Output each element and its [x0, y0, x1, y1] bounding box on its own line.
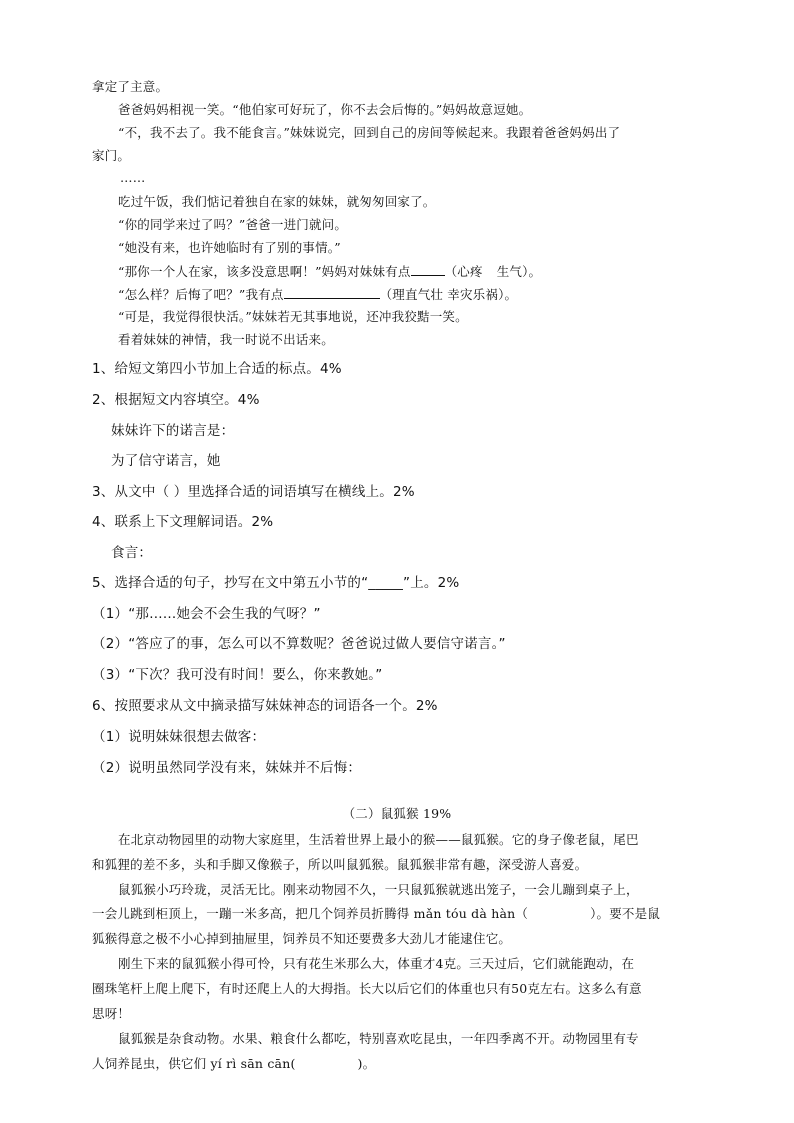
passage-line [92, 906, 660, 922]
question-4: 4、联系上下文理解词语。2% [92, 514, 274, 530]
choice-text: （心疼 [444, 264, 483, 279]
story-line: 家门。 [92, 148, 131, 163]
passage-text: 人饲养昆虫，供它们 yí rì sān cān( [92, 1056, 296, 1071]
question-5-option-2: （2）“答应了的事，怎么可以不算数呢？爸爸说过做人要信守诺言。” [92, 636, 506, 652]
question-2: 2、根据短文内容填空。4% [92, 392, 260, 408]
section-title: （二）鼠狐猴 19% [342, 806, 452, 821]
story-line: 爸爸妈妈相视一笑。“他伯家可好玩了，你不去会后悔的。”妈妈故意逗她。 [118, 102, 532, 117]
question-2-prompt-b: 为了信守诺言，她 [111, 453, 221, 469]
question-6: 6、按照要求从文中摘录描写妹妹神态的词语各一个。2% [92, 698, 438, 714]
question-3: 3、从文中（ ）里选择合适的词语填写在横线上。2% [92, 484, 415, 500]
question-6-prompt-2: （2）说明虽然同学没有来，妹妹并不后悔： [92, 760, 362, 776]
story-line: “可是，我觉得很快活。”妹妹若无其事地说，还冲我狡黠一笑。 [118, 309, 468, 324]
passage-line: 鼠狐猴是杂食动物。水果、粮食什么都吃，特别喜欢吃昆虫，一年四季离不开。动物园里有专 [118, 1031, 639, 1046]
question-5: 5、选择合适的句子，抄写在文中第五小节的“_____”上。2% [92, 575, 460, 591]
question-5-option-1: （1）“那……她会不会生我的气呀？” [92, 606, 321, 622]
choice-text: （理直气壮 幸灾乐祸）。 [379, 287, 518, 302]
story-ellipsis: …… [120, 170, 146, 185]
question-4-prompt: 食言： [111, 545, 153, 561]
answer-blank[interactable] [411, 263, 445, 276]
passage-text: )。 [357, 1056, 376, 1071]
passage-line: 圈珠笔杆上爬上爬下，有时还爬上人的大拇指。长大以后它们的体重也只有50克左右。这多么有意 [92, 981, 642, 996]
story-text: “那你一个人在家，该多没意思啊！”妈妈对妹妹有点 [118, 264, 411, 279]
passage-text: ）。要不是鼠 [590, 906, 661, 921]
story-line: “她没有来，也许她临时有了别的事情。” [118, 240, 341, 255]
passage-line: 刚生下来的鼠狐猴小得可怜，只有花生米那么大，体重才4克。三天过后，它们就能跑动，在 [118, 956, 635, 971]
story-text: “怎么样？后悔了吧？”我有点 [118, 287, 284, 302]
question-5-option-3: （3）“下次？我可没有时间！要么，你来教她。” [92, 667, 383, 683]
story-line: “你的同学来过了吗？”爸爸一进门就问。 [118, 217, 348, 232]
passage-line: 思呀！ [92, 1006, 131, 1021]
passage-line: 鼠狐猴小巧玲珑，灵活无比。刚来动物园不久，一只鼠狐猴就逃出笼子，一会儿蹦到桌子上， [118, 882, 639, 897]
answer-blank[interactable] [284, 286, 380, 299]
story-line [118, 263, 541, 280]
story-line: 吃过午饭，我们惦记着独自在家的妹妹，就匆匆回家了。 [118, 194, 436, 209]
story-line: “不，我不去了。我不能食言。”妹妹说完，回到自己的房间等候起来。我跟着爸爸妈妈出了 [118, 125, 621, 140]
passage-line [92, 1056, 375, 1072]
passage-line: 在北京动物园里的动物大家庭里，生活着世界上最小的猴——鼠狐猴。它的身子像老鼠，尾巴 [118, 832, 639, 847]
story-line [118, 286, 517, 303]
story-line: 拿定了主意。 [92, 79, 169, 94]
story-line: 看着妹妹的神情，我一时说不出话来。 [118, 332, 334, 347]
passage-line: 和狐狸的差不多，头和手脚又像猴子，所以叫鼠狐猴。鼠狐猴非常有趣，深受游人喜爱。 [92, 857, 588, 872]
question-2-prompt-a: 妹妹许下的诺言是： [111, 423, 235, 439]
choice-text: 生气）。 [496, 264, 542, 279]
question-6-prompt-1: （1）说明妹妹很想去做客： [92, 729, 266, 745]
passage-text: 一会儿跳到柜顶上，一蹦一米多高，把几个饲养员折腾得 mǎn tóu dà hàn（ [92, 906, 529, 921]
question-1: 1、给短文第四小节加上合适的标点。4% [92, 361, 342, 377]
passage-line: 狐猴得意之极不小心掉到抽屉里，饲养员不知还要费多大劲儿才能逮住它。 [92, 931, 512, 946]
